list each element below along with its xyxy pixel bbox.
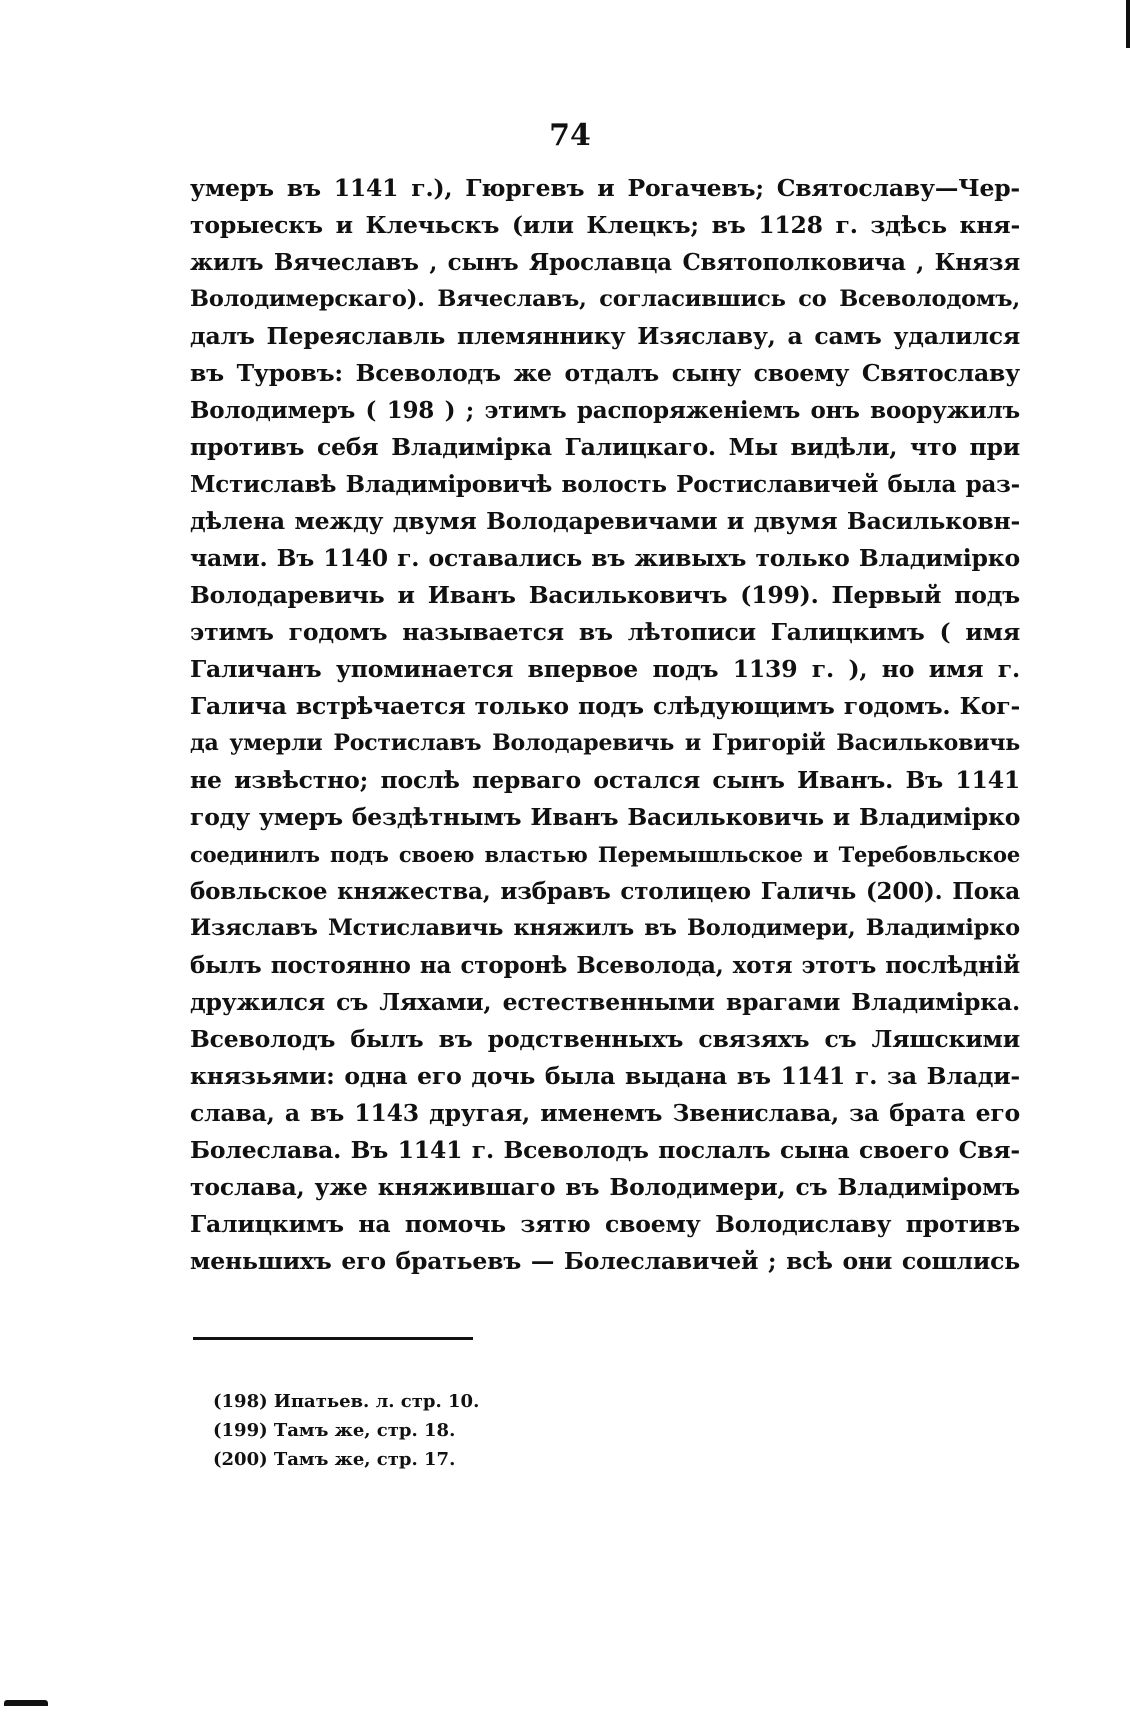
scan-edge-mark-bottom-left: [4, 1700, 48, 1706]
text-line: Галичанъ упоминается впервое подъ 1139 г. ), но имя г.: [190, 655, 1020, 683]
scan-edge-mark-top-right: [1126, 0, 1130, 48]
page-number: 74: [549, 118, 591, 153]
text-line: не извѣстно; послѣ перваго остался сынъ Иванъ. Въ 1141: [190, 766, 1020, 794]
text-line: Володаревичь и Иванъ Васильковичъ (199). Первый подъ: [190, 581, 1020, 609]
text-line: дѣлена между двумя Володаревичами и двумя Васильковн-: [190, 507, 1020, 535]
text-line: чами. Въ 1140 г. оставались въ живыхъ только Владимірко: [190, 544, 1020, 572]
text-line: жилъ Вячеславъ , сынъ Ярославца Святополковича , Князя: [190, 249, 1020, 276]
text-line: былъ постоянно на сторонѣ Всеволода, хотя этотъ послѣдній: [190, 952, 1020, 979]
text-line: Галицкимъ на помочь зятю своему Володиславу противъ: [190, 1210, 1020, 1238]
text-line: Изяславъ Мстиславичь княжилъ въ Володимери, Владимірко: [190, 915, 1020, 941]
text-line: тослава, уже княжившаго въ Володимери, съ Владиміромъ: [190, 1173, 1020, 1201]
text-line: Мстиславѣ Владиміровичѣ волость Ростиславичей была раз-: [190, 471, 1020, 498]
text-line: Болеслава. Въ 1141 г. Всеволодъ послалъ сына своего Свя-: [190, 1136, 1020, 1164]
body-text: [190, 170, 1020, 1280]
footnotes: [213, 1387, 479, 1474]
text-line: соединилъ подъ своею властью Перемышльское и Теребовльское: [190, 842, 1020, 867]
text-line: князьями: одна его дочь была выдана въ 1141 г. за Влади-: [190, 1062, 1020, 1090]
footnote-198: (198) Ипатьев. л. стр. 10.: [213, 1391, 480, 1412]
text-line: этимъ годомъ называется въ лѣтописи Галицкимъ ( имя: [190, 618, 1020, 646]
text-line: Всеволодъ былъ въ родственныхъ связяхъ съ Ляшскими: [190, 1025, 1020, 1053]
text-line: бовльское княжества, избравъ столицею Галичь (200). Пока: [190, 878, 1020, 905]
footnote-200: (200) Тамъ же, стр. 17.: [213, 1449, 456, 1470]
text-line: далъ Переяславль племяннику Изяславу, а самъ удалился: [190, 322, 1020, 350]
text-line: Володимеръ ( 198 ) ; этимъ распоряженіемъ онъ вооружилъ: [190, 397, 1020, 424]
text-line: въ Туровъ: Всеволодъ же отдалъ сыну своему Святославу: [190, 359, 1020, 387]
text-line: умеръ въ 1141 г.), Гюргевъ и Рогачевъ; Святославу—Чер-: [190, 174, 1020, 202]
text-line: слава, а въ 1143 другая, именемъ Звенислава, за брата его: [190, 1099, 1020, 1127]
text-line: меньшихъ его братьевъ — Болеславичей ; всѣ они сошлись: [190, 1247, 1020, 1275]
text-line: Галича встрѣчается только подъ слѣдующимъ годомъ. Ког-: [190, 692, 1020, 720]
text-line: году умеръ бездѣтнымъ Иванъ Васильковичь и Владимірко: [190, 803, 1021, 831]
footnote-199: (199) Тамъ же, стр. 18.: [213, 1420, 456, 1441]
text-line: Володимерскаго). Вячеславъ, согласившись со Всеволодомъ,: [190, 286, 1020, 312]
footnote-separator: [193, 1337, 473, 1340]
text-line: да умерли Ростиславъ Володаревичь и Григорій Васильковичь: [190, 730, 1020, 756]
text-line: торыескъ и Клечьскъ (или Клецкъ; въ 1128 г. здѣсь кня-: [190, 211, 1020, 239]
text-line: дружился съ Ляхами, естественными врагами Владимірка.: [190, 988, 1020, 1016]
text-line: противъ себя Владимірка Галицкаго. Мы видѣли, что при: [190, 433, 1020, 461]
